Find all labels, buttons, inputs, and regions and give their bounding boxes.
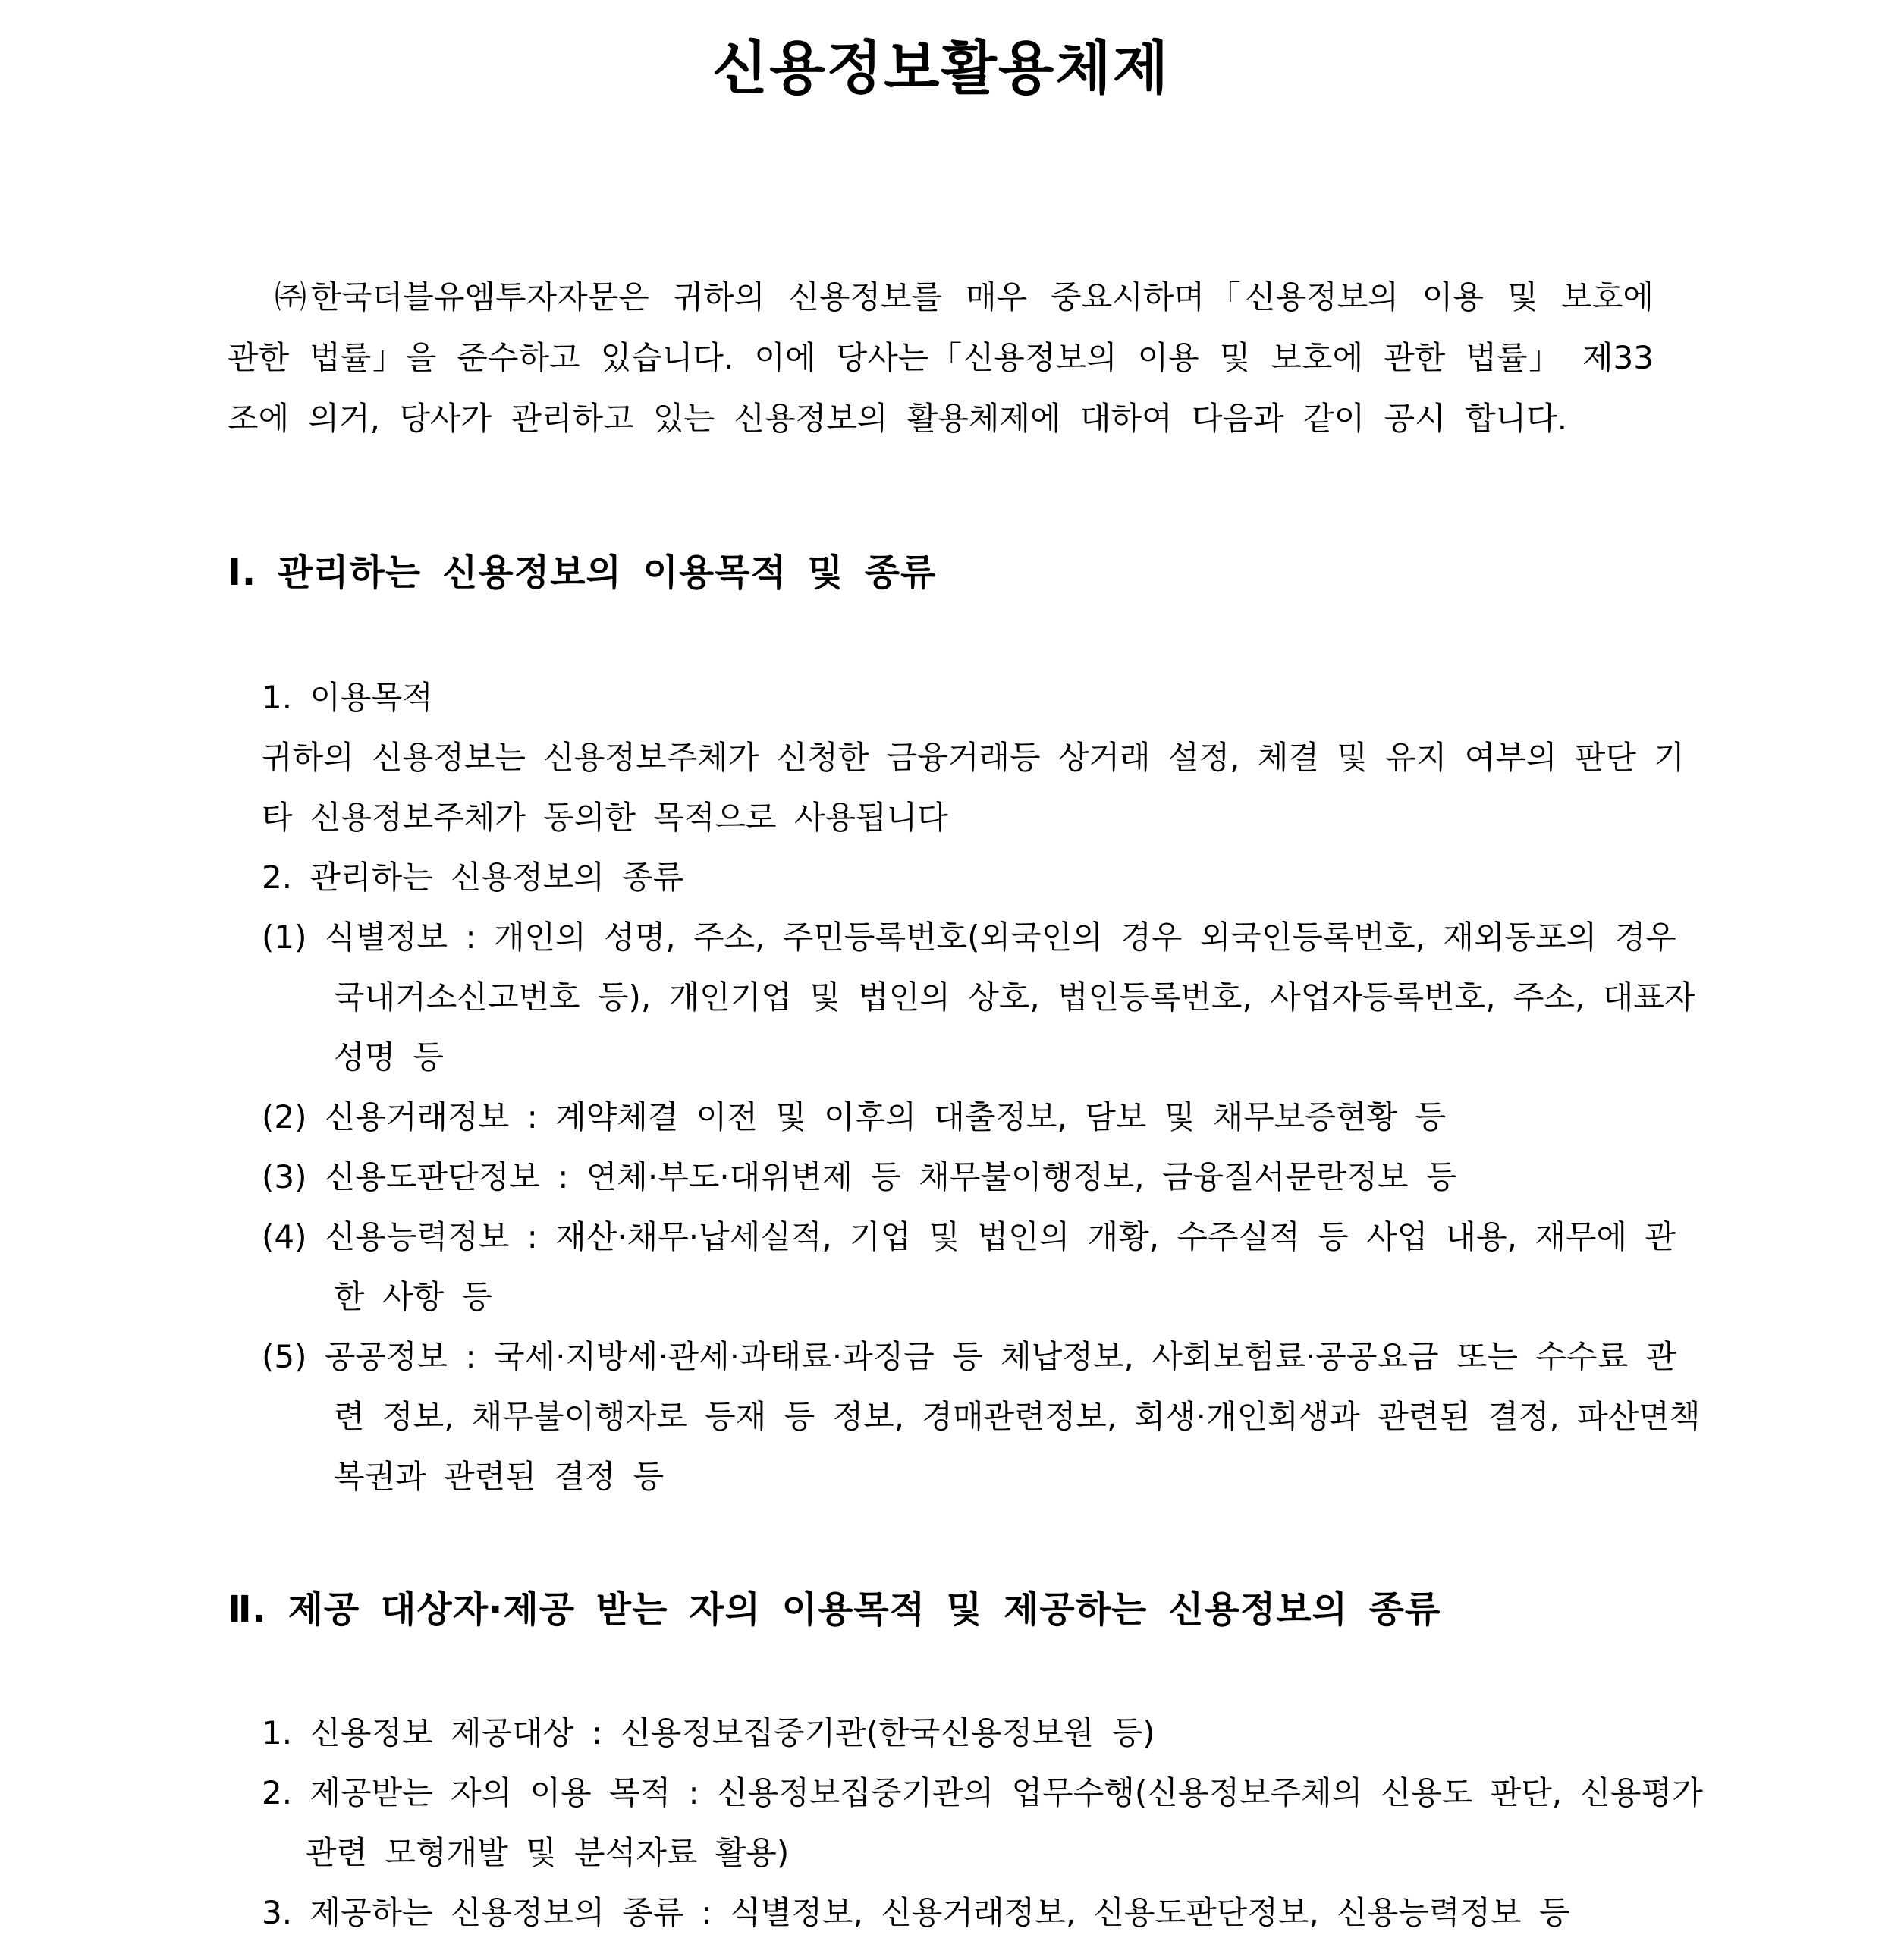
type-credit-transaction: (2) 신용거래정보 : 계약체결 이전 및 이후의 대출정보, 담보 및 채무보증현황 등 [262,1098,1447,1135]
type-creditworthiness: (3) 신용도판단정보 : 연체·부도·대위변제 등 채무불이행정보, 금융질서문란정보 등 [262,1158,1457,1195]
type-public-information: (5) 공공정보 : 국세·지방세·관세·과태료·과징금 등 체납정보, 사회보험료·공공요금 또는 수수료 관련 정보, 채무불이행자로 등재 등 정보, 경매관련정보, 회생·개인회생과 관련된 결정, 파산면책복권과 관련된 결정 등 [262,1338,1701,1495]
provision-target: 1. 신용정보 제공대상 : 신용정보집중기관(한국신용정보원 등) [262,1714,1155,1751]
type-identification: (1) 식별정보 : 개인의 성명, 주소, 주민등록번호(외국인의 경우 외국인등록번호, 재외동포의 경우 국내거소신고번호 등), 개인기업 및 법인의 상호, 법인등록번호, 사업자등록번호, 주소, 대표자 성명 등 [262,919,1695,1076]
purpose-body: 귀하의 신용정보는 신용정보주체가 신청한 금융거래등 상거래 설정, 체결 및 유지 여부의 판단 기타 신용정보주체가 동의한 목적으로 사용됩니다 [262,739,1685,836]
section-1-heading: Ⅰ. 관리하는 신용정보의 이용목적 및 종류 [228,551,937,594]
intro-paragraph: ㈜한국더블유엠투자자문은 귀하의 신용정보를 매우 중요시하며「신용정보의 이용 및 보호에 관한 법률」을 준수하고 있습니다. 이에 당사는「신용정보의 이용 및 보호에 관한 법률」 제33조에 의거, 당사가 관리하고 있는 신용정보의 활용체제에 대하여 다음과 같이 공시 합니다. [228,278,1654,437]
section-2-body [262,1703,1703,1943]
section-1-body [262,667,1703,1506]
purpose-title: 1. 이용목적 [262,679,433,716]
provided-info-types: 3. 제공하는 신용정보의 종류 : 식별정보, 신용거래정보, 신용도판단정보, 신용능력정보 등 [262,1894,1570,1931]
section-2-heading: Ⅱ. 제공 대상자·제공 받는 자의 이용목적 및 제공하는 신용정보의 종류 [228,1588,1441,1631]
recipient-purpose: 2. 제공받는 자의 이용 목적 : 신용정보집중기관의 업무수행(신용정보주체의 신용도 판단, 신용평가 관련 모형개발 및 분석자료 활용) [262,1774,1703,1871]
types-title: 2. 관리하는 신용정보의 종류 [262,859,684,896]
document-title: 신용정보활용체제 [712,34,1170,102]
type-credit-capacity: (4) 신용능력정보 : 재산·채무·납세실적, 기업 및 법인의 개황, 수주실적 등 사업 내용, 재무에 관한 사항 등 [262,1218,1676,1315]
